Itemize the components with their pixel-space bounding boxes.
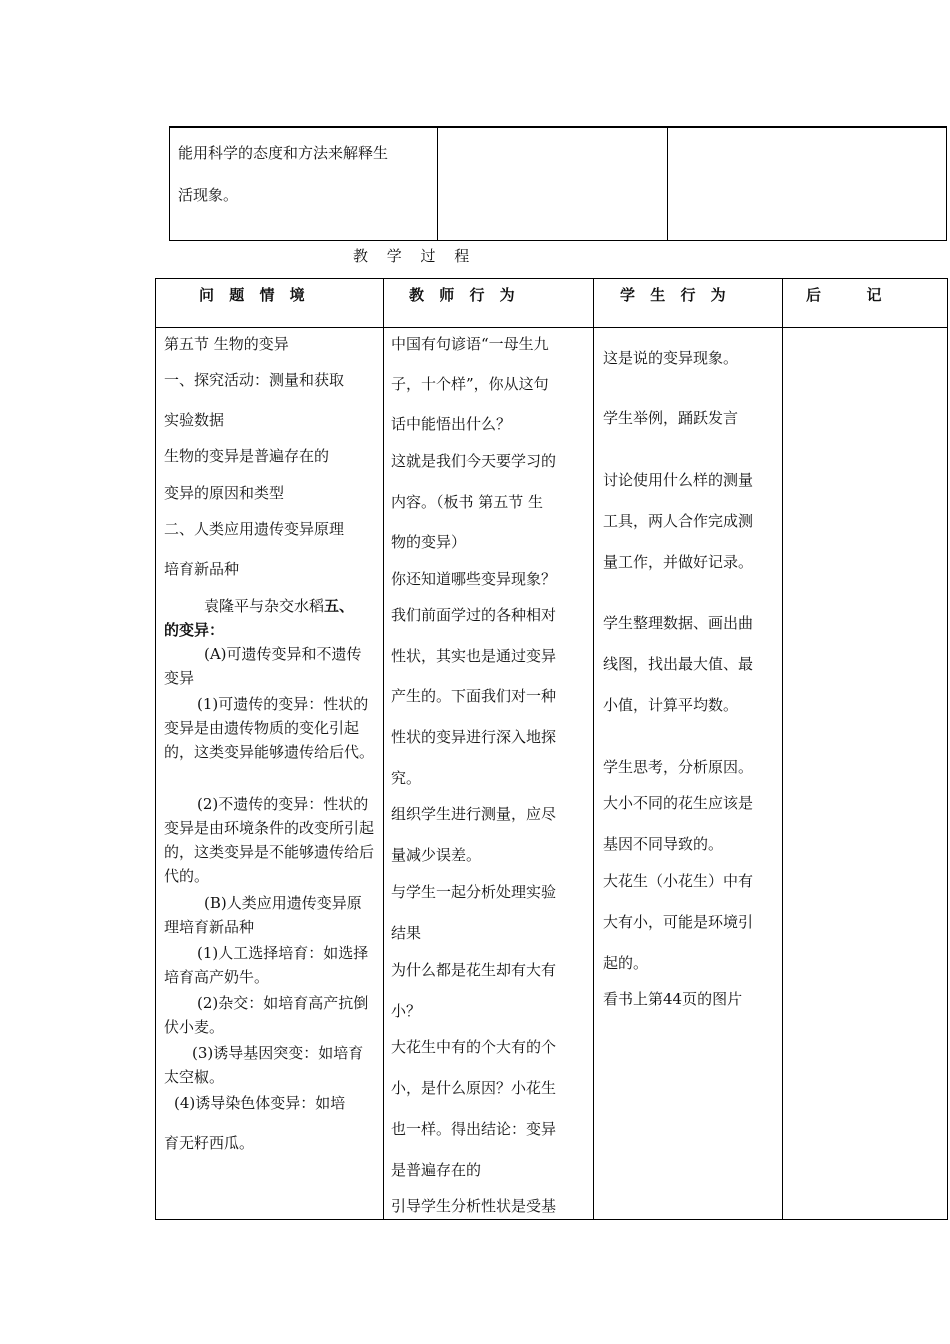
situation-line	[204, 595, 354, 616]
situation-column	[156, 279, 384, 1219]
teacher-line: 子，十个样”，你从这句	[391, 375, 549, 393]
situation-line: 二、人类应用遗传变异原理	[164, 520, 345, 538]
situation-line: 培育新品种	[164, 560, 240, 578]
teacher-column	[383, 279, 594, 1219]
situation-line: 育无籽西瓜。	[164, 1134, 255, 1152]
situation-paragraph: (A)可遗传变异和不遗传变异	[164, 645, 362, 687]
teacher-line: 这就是我们今天要学习的	[391, 452, 557, 470]
teaching-process-table	[155, 278, 948, 1220]
teacher-line: 是普遍存在的	[391, 1161, 482, 1179]
teacher-line: 与学生一起分析处理实验	[391, 883, 557, 901]
teacher-line: 物的变异）	[391, 533, 467, 551]
teacher-line: 中国有句谚语“一母生九	[391, 335, 549, 353]
teacher-line: 产生的。下面我们对一种	[391, 687, 557, 705]
empty-cell	[437, 128, 668, 240]
situation-line: 变异的原因和类型	[164, 484, 285, 502]
student-line: 量工作，并做好记录。	[603, 553, 754, 571]
student-line: 讨论使用什么样的测量	[603, 471, 754, 489]
student-line: 小值，计算平均数。	[603, 696, 739, 714]
student-line: 看书上第44页的图片	[603, 990, 743, 1008]
situation-paragraph: (1)人工选择培育：如选择培育高产奶牛。	[164, 944, 369, 986]
teacher-line: 量减少误差。	[391, 846, 482, 864]
teacher-line: 你还知道哪些变异现象？	[391, 570, 557, 588]
teacher-line: 组织学生进行测量，应尽	[391, 805, 557, 823]
student-line: 线图，找出最大值、最	[603, 655, 754, 673]
student-line: 起的。	[603, 954, 649, 972]
teacher-line: 性状，其实也是通过变异	[391, 647, 557, 665]
teacher-line: 结果	[391, 924, 422, 942]
header-teacher: 教 师 行 为	[409, 286, 520, 304]
teacher-line: 我们前面学过的各种相对	[391, 606, 557, 624]
notes-column	[782, 279, 947, 1219]
situation-paragraph: (3)诱导基因突变：如培育太空椒。	[164, 1044, 364, 1086]
student-line: 基因不同导致的。	[603, 835, 724, 853]
student-line: 这是说的变异现象。	[603, 349, 739, 367]
header-situation: 问 题 情 境	[199, 286, 310, 304]
student-line: 大有小，可能是环境引	[603, 913, 754, 931]
situation-line: 实验数据	[164, 411, 225, 429]
student-line: 大小不同的花生应该是	[603, 794, 754, 812]
teacher-line: 大花生中有的个大有的个	[391, 1038, 557, 1056]
empty-cell	[667, 128, 946, 240]
objectives-line: 能用科学的态度和方法来解释生	[178, 144, 389, 162]
objectives-line: 活现象。	[178, 186, 239, 204]
teacher-line: 引导学生分析性状是受基	[391, 1197, 557, 1215]
teacher-line: 为什么都是花生却有大有	[391, 961, 557, 979]
teacher-line: 话中能悟出什么？	[391, 415, 512, 433]
student-line: 学生举例，踊跃发言	[603, 409, 739, 427]
situation-paragraph: (1)可遗传的变异：性状的变异是由遗传物质的变化引起的，这类变异能够遗传给后代。	[164, 695, 375, 761]
student-line: 工具，两人合作完成测	[603, 512, 754, 530]
teacher-line: 性状的变异进行深入地探	[391, 728, 557, 746]
variation-heading: 的变异：	[164, 621, 225, 639]
header-notes: 后 记	[806, 286, 887, 304]
student-line: 大花生（小花生）中有	[603, 872, 754, 890]
student-column	[593, 279, 783, 1219]
situation-line: 第五节 生物的变异	[164, 335, 289, 353]
situation-paragraph: (2)不遗传的变异：性状的变异是由环境条件的改变所引起的，这类变异是不能够遗传给后代的。	[164, 795, 375, 885]
objectives-cell	[170, 128, 438, 240]
heading-five: 五、	[324, 597, 355, 615]
situation-line: 生物的变异是普遍存在的	[164, 447, 330, 465]
situation-paragraph: (2)杂交：如培育高产抗倒伏小麦。	[164, 994, 369, 1036]
situation-paragraph: (B)人类应用遗传变异原理培育新品种	[164, 894, 362, 936]
teacher-line: 也一样。得出结论：变异	[391, 1120, 557, 1138]
teacher-line: 内容。（板书 第五节 生	[391, 493, 544, 511]
section-caption: 教 学 过 程	[353, 247, 477, 265]
header-student: 学 生 行 为	[620, 286, 731, 304]
yuan-text: 袁隆平与杂交水稻	[204, 597, 325, 615]
teacher-line: 究。	[391, 769, 422, 787]
situation-paragraph: (4)诱导染色体变异：如培	[174, 1094, 346, 1112]
teacher-line: 小？	[391, 1002, 422, 1020]
objectives-table	[169, 126, 947, 241]
teacher-line: 小，是什么原因？小花生	[391, 1079, 557, 1097]
student-line: 学生思考，分析原因。	[603, 758, 754, 776]
situation-line: 一、探究活动：测量和获取	[164, 371, 345, 389]
student-line: 学生整理数据、画出曲	[603, 614, 754, 632]
